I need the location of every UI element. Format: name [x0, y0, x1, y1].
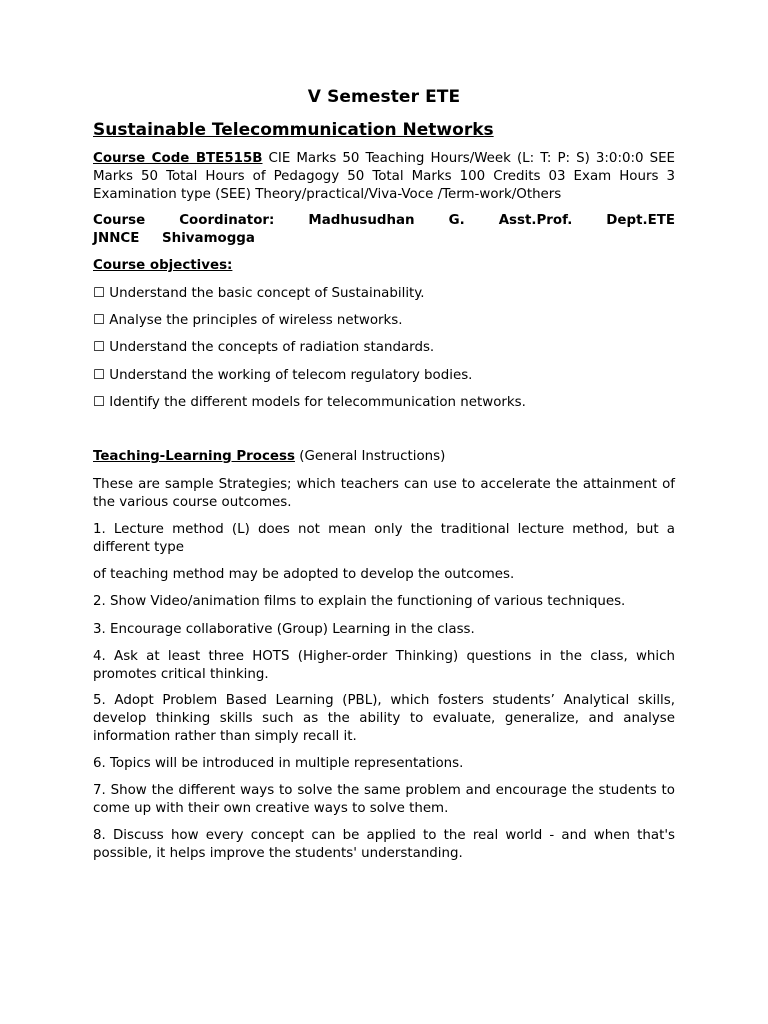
objective-text: Understand the working of telecom regulatory bodies.: [109, 368, 473, 383]
course-code-label: Course Code BTE515B: [93, 151, 263, 166]
teaching-item: of teaching method may be adopted to develop the outcomes.: [93, 567, 515, 582]
objective-item: [93, 312, 675, 330]
objective-item: [93, 394, 675, 412]
objective-text: Understand the concepts of radiation standards.: [109, 340, 435, 355]
course-coordinator: Course Coordinator: Madhusudhan G. Asst.Prof. Dept.ETE JNNCE Shivamogga: [93, 213, 675, 246]
checkbox-icon: ☐: [93, 395, 106, 410]
objective-item: [93, 285, 675, 303]
teaching-item: 3. Encourage collaborative (Group) Learning in the class.: [93, 622, 475, 637]
course-details: CIE Marks 50 Teaching Hours/Week (L: T: P: S) 3:0:0:0 SEE Marks 50 Total Hours of Pedagogy 50 Total Marks 100 Credits 03 Exam Hours 3 Examination type (SEE) Theory/practical/Viva-Voce /Term-work/Others: [93, 151, 675, 202]
objective-text: Identify the different models for telecommunication networks.: [109, 395, 526, 410]
teaching-intro: These are sample Strategies; which teachers can use to accelerate the attainment of the various course outcomes.: [93, 477, 675, 510]
checkbox-icon: ☐: [93, 340, 106, 355]
teaching-item: 1. Lecture method (L) does not mean only the traditional lecture method, but a different type: [93, 522, 675, 555]
teaching-item: 5. Adopt Problem Based Learning (PBL), which fosters students’ Analytical skills, develop thinking skills such as the ability to evaluate, generalize, and analyse information rather than simply recall it.: [93, 693, 675, 744]
objective-item: [93, 339, 675, 357]
teaching-item: 4. Ask at least three HOTS (Higher-order Thinking) questions in the class, which promotes critical thinking.: [93, 649, 675, 682]
teaching-heading-line: [93, 448, 675, 466]
teaching-subheading: (General Instructions): [299, 449, 446, 464]
teaching-item: 2. Show Video/animation films to explain the functioning of various techniques.: [93, 594, 626, 609]
course-info: [93, 150, 675, 204]
checkbox-icon: ☐: [93, 313, 106, 328]
teaching-item: 6. Topics will be introduced in multiple representations.: [93, 756, 464, 771]
objective-text: Analyse the principles of wireless networks.: [109, 313, 403, 328]
objective-text: Understand the basic concept of Sustainability.: [109, 286, 425, 301]
teaching-heading: Teaching-Learning Process: [93, 449, 295, 464]
teaching-item: 8. Discuss how every concept can be applied to the real world - and when that's possible, it helps improve the students' understanding.: [93, 828, 675, 861]
teaching-item: 7. Show the different ways to solve the same problem and encourage the students to come up with their own creative ways to solve them.: [93, 783, 675, 816]
checkbox-icon: ☐: [93, 368, 106, 383]
semester-title: V Semester ETE: [307, 87, 461, 107]
checkbox-icon: ☐: [93, 286, 106, 301]
objective-item: [93, 367, 675, 385]
course-title: Sustainable Telecommunication Networks: [93, 120, 494, 140]
objectives-heading: Course objectives:: [93, 258, 233, 273]
